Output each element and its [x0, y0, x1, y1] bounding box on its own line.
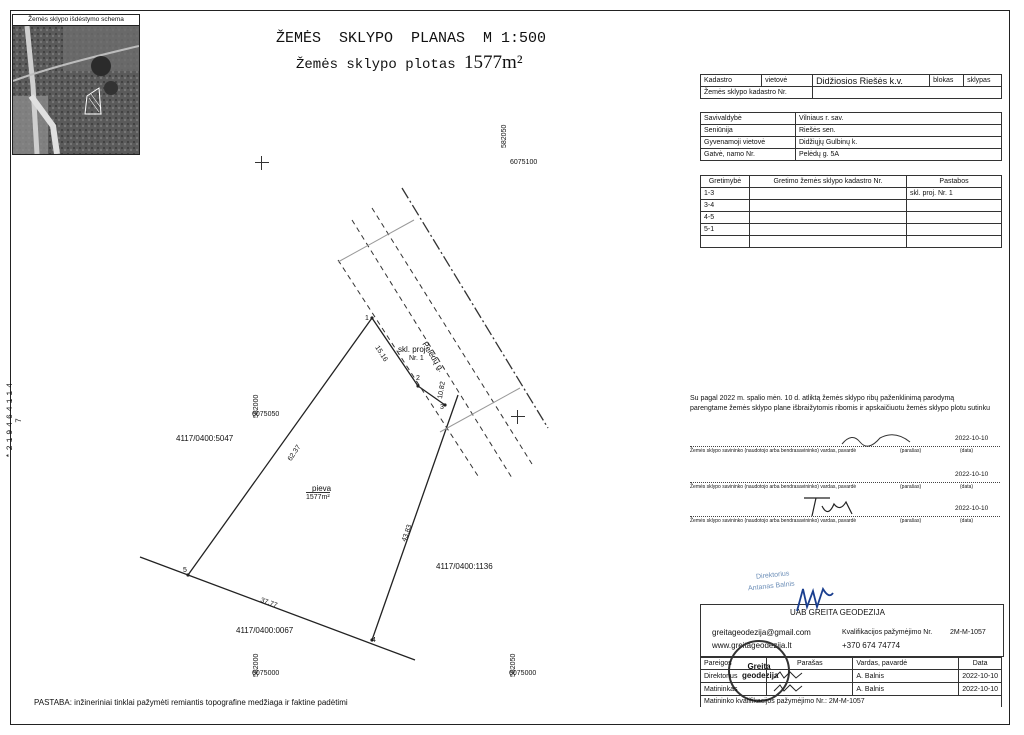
neighbors-row: 4-5: [701, 212, 1002, 224]
grid-y-top: 582050: [501, 124, 508, 148]
signature-cell: [767, 670, 853, 683]
cadastre-table: [700, 74, 1002, 99]
road-edge-dashed-3: [338, 260, 478, 476]
cadastre-vietove-label: vietovė: [762, 75, 813, 87]
area-line: [296, 52, 523, 74]
company-name: UAB GREITA GEODEZIJA: [790, 608, 885, 617]
area-label: Žemės sklypo plotas: [296, 57, 456, 73]
stamp-role: Direktorius: [755, 570, 790, 581]
signature-3: [800, 492, 860, 518]
cadastre-nr-value: [813, 87, 1002, 99]
plot-drawing: [0, 80, 690, 680]
agreement-line-2: parengtame žemės sklypo plane išbraižytomis ribomis ir apskaičiuotu žemės sklypo plotu sutinku: [690, 405, 990, 412]
side-code: *219464114 7: [6, 380, 24, 459]
director-signature: [793, 585, 837, 615]
grid-cross-nw: [255, 156, 269, 170]
road-width-line-top: [338, 220, 414, 262]
land-use-label: pieva: [312, 484, 332, 493]
proj-label: skl. proj.: [398, 345, 428, 354]
signature-1: [840, 428, 920, 448]
grid-x-bottom-left: 6075000: [252, 670, 280, 677]
cadastre-blokas: blokas: [930, 75, 964, 87]
side-label-2-3: 10.82: [436, 380, 447, 400]
point-label-3: 3: [440, 404, 444, 411]
address-row: Seniūnija Riešės sen.: [701, 125, 1002, 137]
signature-cell: [767, 683, 853, 696]
company-phone: +370 674 74774: [842, 641, 901, 650]
boundary-3-4: [372, 395, 458, 640]
note-text: inžineriniai tinklai pažymėti remiantis topografine medžiaga ir faktine padėtimi: [74, 698, 348, 707]
address-row: Gatvė, namo Nr. Pelėdų g. 5A: [701, 149, 1002, 161]
grid-y-bottom-right: 582050: [510, 653, 517, 677]
neighbor-label-west: 4117/0400:5047: [176, 434, 234, 443]
stamp-person: Antanas Balnis: [747, 580, 795, 593]
cadastre-sklypas: sklypas: [964, 75, 1002, 87]
cadastre-nr-label: Žemės sklypo kadastro Nr.: [701, 87, 813, 99]
company-email: greitageodezija@gmail.com: [712, 628, 811, 637]
cadastre-vietove-value: Didžiosios Riešės k.v.: [813, 75, 930, 87]
signoff-row: Matininkas A. Balnis 2022-10-10: [701, 683, 1002, 696]
plan-title: ŽEMĖS SKLYPO PLANAS M 1:500: [276, 30, 547, 47]
point-label-2: 2: [416, 375, 420, 382]
cadastre-kadastro: Kadastro: [701, 75, 762, 87]
grid-x-top: 6075100: [510, 159, 538, 166]
signoff-table: Pareigos Parašas Vardas, pavardė Data Direktorius A. Balnis 2022-10-10 Matininkas A. Balnis 2022-10-10 Matininko kvalifikacijos pažymėjimo Nr.: 2M-M-1057: [700, 657, 1002, 707]
agreement-line-1: Su pagal 2022 m. spalio mėn. 10 d. atliktą žemės sklypo ribų paženklinimą parodymą: [690, 395, 955, 402]
side-label-5-1: 62.37: [286, 444, 303, 463]
signoff-row: Direktorius A. Balnis 2022-10-10: [701, 670, 1002, 683]
signoff-footer: Matininko kvalifikacijos pažymėjimo Nr.: 2M-M-1057: [701, 696, 1002, 708]
grid-cross-e: [511, 410, 525, 424]
neighbors-row: 5-1: [701, 224, 1002, 236]
neighbor-label-east: 4117/0400:1136: [436, 562, 493, 571]
overview-title: Žemės sklypo išdėstymo schema: [13, 15, 139, 26]
side-label-4-5: 37.77: [259, 596, 279, 610]
neighbors-table: Gretimybė Gretimo žemės sklypo kadastro Nr. Pastabos 1-3 skl. proj. Nr. 1 3-4 4-5 5-1: [700, 175, 1002, 248]
grid-y-left: 582000: [253, 394, 260, 418]
grid-x-left: 6075050: [252, 411, 280, 418]
neighbor-label-south: 4117/0400:0067: [236, 626, 294, 635]
plot-area-label: 1577m²: [306, 494, 330, 501]
address-row: Savivaldybė Vilniaus r. sav.: [701, 113, 1002, 125]
company-stamp: Greita geodezija: [728, 640, 790, 702]
qual-label: Kvalifikacijos pažymėjimo Nr.: [842, 629, 933, 636]
boundary-5-1: [188, 318, 372, 575]
company-web: www.greitageodezija.lt: [712, 641, 792, 650]
side-label-1-2: 15.16: [373, 344, 389, 364]
address-row: Gyvenamoji vietovė Didžiųjų Gulbinų k.: [701, 137, 1002, 149]
note-line: [34, 698, 348, 707]
road-name-label: Pelėdų g.: [420, 340, 446, 374]
grid-y-bottom-left: 582000: [253, 653, 260, 677]
point-label-4: 4: [372, 637, 376, 644]
point-label-1: 1: [365, 315, 369, 322]
address-table: [700, 112, 1002, 161]
side-label-3-4: 43.83: [400, 523, 414, 543]
point-label-5: 5: [183, 567, 187, 574]
neighbors-row: 1-3 skl. proj. Nr. 1: [701, 188, 1002, 200]
proj-nr-label: Nr. 1: [409, 355, 424, 362]
qual-value: 2M-M-1057: [950, 629, 986, 636]
grid-x-bottom-right: 6075000: [509, 670, 537, 677]
area-value: 1577m²: [464, 52, 523, 73]
neighbors-row: [701, 236, 1002, 248]
note-label: PASTABA:: [34, 698, 72, 707]
neighbors-row: 3-4: [701, 200, 1002, 212]
